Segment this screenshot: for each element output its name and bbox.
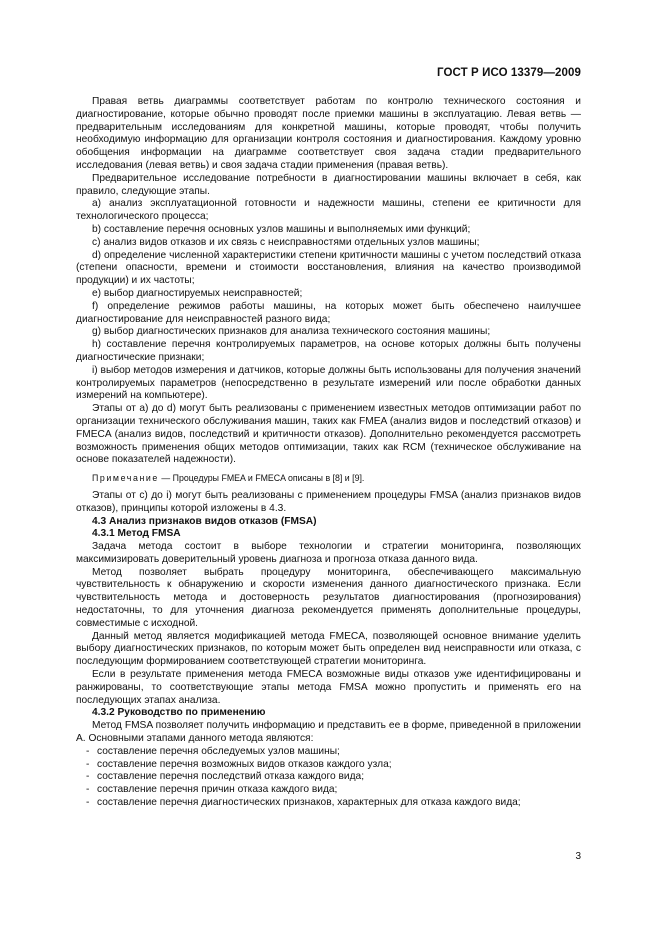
paragraph: Данный метод является модификацией метода FMECA, позволяющей основное внимание уделить выбору диагностических признаков, по которым может быть определен вид неисправности или отказа, с последующим формированием соответствующей стратегии мониторинга. [76,630,581,668]
paragraph: Предварительное исследование потребности в диагностировании машины включает в себя, как правило, следующие этапы. [76,172,581,197]
paragraph: Метод позволяет выбрать процедуру мониторинга, обеспечивающего максимальную чувствительность к обнаружению и скорости изменения данного диагностического признака. Если чувствительность метода и достоверность результатов диагностирования (прогнозирования) недостаточны, то для уточнения диагноза рекомендуется применять дополнительные процедуры, совместимые с исходной. [76,566,581,629]
list-item-h: h) составление перечня контролируемых параметров, на основе которых должны быть получены диагностические признаки; [76,339,581,363]
section-heading-4-3: 4.3 Анализ признаков видов отказов (FMSA) [92,515,317,527]
paragraph: Этапы от а) до d) могут быть реализованы с применением известных методов оптимизации работ по организации технического обслуживания машин, таких как FMEA (анализ видов и последствий отказов) и FMECA (анализ видов, последствий и критичности отказов). Дополнительно рекомендуется рассмотреть возможность применения общих методов оптимизации, таких как RCM (техническое обслуживание на основе показателей надежности). [76,403,581,466]
dash-list-item: - составление перечня причин отказа каждого вида; [86,784,338,796]
list-item-d: d) определение численной характеристики степени критичности машины с учетом последствий отказа (степени опасности, времени и стоимости восстановления, влияния на качество производимой продукции) и их частоты; [76,249,581,287]
list-item-f: f) определение режимов работы машины, на которых может быть обеспечено наилучшее диагностирование для неисправностей разного вида; [76,300,581,325]
list-item-g: g) выбор диагностических признаков для анализа технического состояния машины; [92,326,491,338]
paragraph: Если в результате применения метода FMECA возможные виды отказов уже идентифицированы и ранжированы, то соответствующие этапы метода FMSA можно пропустить и применять его на последующих этапах анализа. [76,669,581,706]
section-heading-4-3-2: 4.3.2 Руководство по применению [92,707,266,719]
list-item-b: b) составление перечня основных узлов машины и выполняемых ими функций; [92,223,471,235]
paragraph: Этапы от с) до i) могут быть реализованы с применением процедуры FMSA (анализ признаков видов отказов), принципы которой изложены в 4.3. [76,489,581,514]
paragraph: Правая ветвь диаграммы соответствует работам по контролю технического состояния и диагностирование, которые обычно проводят после приемки машины в эксплуатацию. Левая ветвь — предварительным исследованиям для конкретной машины, которые проводят, чтобы получить необходимую информацию для организации контроля состояния и диагностирования. Каждому уровню обобщения информации на диаграмме соответствует своя задача стадии предварительного исследования (левая ветвь) и своя задача стадии применения (правая ветвь). [76,96,581,171]
dash-list-item: - составление перечня обследуемых узлов машины; [86,745,340,757]
list-item-c: c) анализ видов отказов и их связь с неисправностями отдельных узлов машины; [92,236,480,248]
note-text: — Процедуры FMEA и FMECA описаны в [8] и [9]. [161,473,365,484]
list-item-i: i) выбор методов измерения и датчиков, которые должны быть использованы для получения значений контролируемых параметров (непосредственно в результате измерений или после обработки данных измерений на компьютере). [76,364,581,402]
list-item-a: а) анализ эксплуатационной готовности и надежности машины, степени ее критичности для технологического процесса; [76,198,581,223]
note [76,472,581,485]
dash-list-item: - составление перечня последствий отказа каждого вида; [86,771,365,783]
document-body [76,96,581,810]
page-number: 3 [575,851,581,862]
list-item-e: e) выбор диагностируемых неисправностей; [92,287,303,299]
paragraph: Задача метода состоит в выборе технологии и стратегии мониторинга, позволяющих максимизировать доверительный уровень диагноза и прогноза отказа данного вида. [76,541,581,565]
paragraph: Метод FMSA позволяет получить информацию и представить ее в форме, приведенной в приложении А. Основными этапами данного метода являются: [76,720,581,745]
section-heading-4-3-1: 4.3.1 Метод FMSA [92,528,181,540]
standard-code-header: ГОСТ Р ИСО 13379—2009 [436,67,581,79]
note-label: Примечание [92,473,159,484]
dash-list-item: - составление перечня возможных видов отказов каждого узла; [86,758,392,770]
dash-list-item: - составление перечня диагностических признаков, характерных для отказа каждого вида; [86,797,521,809]
